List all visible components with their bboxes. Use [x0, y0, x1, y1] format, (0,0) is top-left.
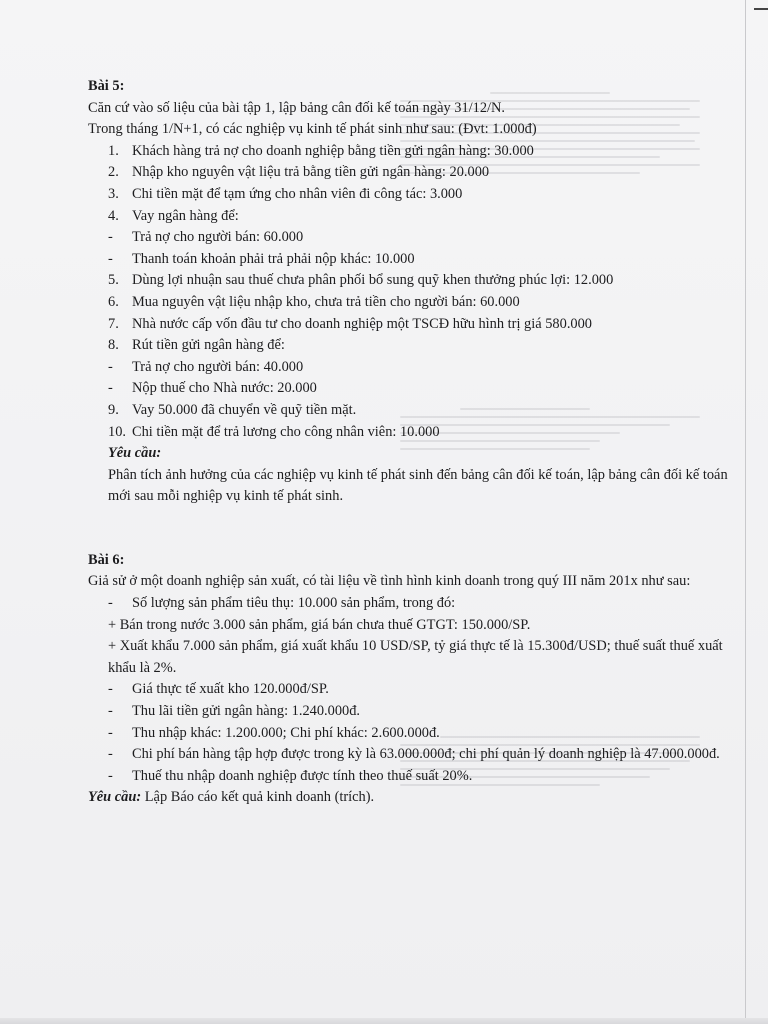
- dash-item: [88, 766, 753, 788]
- numbered-item: [88, 270, 753, 292]
- item-text: Vay 50.000 đã chuyển về quỹ tiền mặt.: [132, 401, 357, 418]
- dash-marker: -: [108, 358, 113, 375]
- dash-marker: -: [108, 380, 113, 397]
- dash-item: [88, 679, 753, 701]
- item-text: Nhập kho nguyên vật liệu trả bằng tiền gửi ngân hàng: 20.000: [132, 164, 490, 181]
- dash-marker: -: [108, 724, 113, 741]
- dash-marker: -: [108, 250, 113, 267]
- exercise-6-line-1: [88, 593, 753, 615]
- page-bottom-edge: [0, 1018, 768, 1024]
- exercise-6-intro: Giả sử ở một doanh nghiệp sản xuất, có tài liệu về tình hình kinh doanh trong quý III năm 201x như sau:: [88, 573, 691, 590]
- dash-item: [88, 701, 753, 723]
- item-text: Chi tiền mặt để tạm ứng cho nhân viên đi công tác: 3.000: [132, 185, 463, 202]
- exercise-6-requirement-label: Yêu cầu:: [88, 789, 142, 806]
- item-number: 3.: [108, 185, 119, 202]
- dash-marker: -: [108, 229, 113, 246]
- dash-marker: -: [108, 703, 113, 720]
- item-text: Rút tiền gửi ngân hàng để:: [132, 337, 285, 354]
- dash-item: [88, 744, 753, 766]
- exercise-6-export-sales: + Xuất khẩu 7.000 sản phẩm, giá xuất khẩu 10 USD/SP, tỷ giá thực tế là 15.300đ/USD; thuế suất thuế xuất khẩu là 2%.: [108, 638, 723, 676]
- dash-marker: -: [108, 595, 113, 612]
- item-number: 7.: [108, 315, 119, 332]
- dash-item: [88, 378, 753, 400]
- exercise-5-intro-1: Căn cứ vào số liệu của bài tập 1, lập bảng cân đối kế toán ngày 31/12/N.: [88, 99, 506, 116]
- item-text: Thu nhập khác: 1.200.000; Chi phí khác: 2.600.000đ.: [132, 724, 440, 741]
- item-number: 10.: [108, 423, 126, 440]
- numbered-item: [88, 141, 753, 163]
- item-text: Thu lãi tiền gửi ngân hàng: 1.240.000đ.: [132, 703, 361, 720]
- exercise-6-domestic-sales: + Bán trong nước 3.000 sản phẩm, giá bán chưa thuế GTGT: 150.000/SP.: [108, 616, 531, 633]
- exercise-6-requirement: [88, 787, 753, 809]
- exercise-6-heading: Bài 6:: [88, 551, 125, 568]
- item-text: Chi phí bán hàng tập hợp được trong kỳ là 63.000.000đ; chi phí quản lý doanh nghiệp là 47.000.000đ.: [132, 746, 720, 763]
- dash-item: [88, 227, 753, 249]
- dash-marker: -: [108, 767, 113, 784]
- dash-item: [88, 249, 753, 271]
- item-number: 1.: [108, 142, 119, 159]
- numbered-item: [88, 162, 753, 184]
- exercise-6-requirement-text: Lập Báo cáo kết quả kinh doanh (trích).: [141, 789, 375, 806]
- exercise-5-list: [88, 141, 753, 443]
- exercise-6-line-1-text: Số lượng sản phẩm tiêu thụ: 10.000 sản phẩm, trong đó:: [132, 595, 456, 612]
- item-text: Chi tiền mặt để trả lương cho công nhân viên: 10.000: [132, 423, 440, 440]
- numbered-item: [88, 335, 753, 357]
- exercise-5-requirement-text: Phân tích ảnh hưởng của các nghiệp vụ kinh tế phát sinh đến bảng cân đối kế toán, lập bảng cân đối kế toán mới sau mỗi nghiệp vụ kinh tế phát sinh.: [108, 466, 728, 505]
- item-text: Thanh toán khoản phải trả phải nộp khác: 10.000: [132, 250, 415, 267]
- numbered-item: [88, 422, 753, 444]
- item-text: Trả nợ cho người bán: 60.000: [132, 229, 304, 246]
- item-number: 4.: [108, 207, 119, 224]
- item-text: Khách hàng trả nợ cho doanh nghiệp bằng tiền gửi ngân hàng: 30.000: [132, 142, 534, 159]
- numbered-item: [88, 184, 753, 206]
- item-text: Nộp thuế cho Nhà nước: 20.000: [132, 380, 317, 397]
- dash-marker: -: [108, 746, 113, 763]
- exercise-5-requirement-label: Yêu cầu:: [108, 445, 162, 462]
- item-text: Thuế thu nhập doanh nghiệp được tính theo thuế suất 20%.: [132, 767, 473, 784]
- corner-mark: [754, 8, 768, 22]
- item-text: Giá thực tế xuất kho 120.000đ/SP.: [132, 681, 329, 698]
- item-text: Dùng lợi nhuận sau thuế chưa phân phối bổ sung quỹ khen thưởng phúc lợi: 12.000: [132, 272, 614, 289]
- item-text: Vay ngân hàng để:: [132, 207, 239, 224]
- item-number: 2.: [108, 164, 119, 181]
- item-number: 5.: [108, 272, 119, 289]
- dash-marker: -: [108, 681, 113, 698]
- item-number: 6.: [108, 293, 119, 310]
- numbered-item: [88, 400, 753, 422]
- dash-item: [88, 357, 753, 379]
- item-text: Mua nguyên vật liệu nhập kho, chưa trả tiền cho người bán: 60.000: [132, 293, 520, 310]
- document-content: [88, 76, 753, 809]
- dash-item: [88, 723, 753, 745]
- exercise-5-heading: Bài 5:: [88, 78, 125, 94]
- numbered-item: [88, 314, 753, 336]
- numbered-item: [88, 292, 753, 314]
- item-number: 9.: [108, 401, 119, 418]
- exercise-6-dash-list: [88, 679, 753, 787]
- item-text: Trả nợ cho người bán: 40.000: [132, 358, 304, 375]
- item-text: Nhà nước cấp vốn đầu tư cho doanh nghiệp một TSCĐ hữu hình trị giá 580.000: [132, 315, 593, 332]
- numbered-item: [88, 206, 753, 228]
- exercise-5-intro-2: Trong tháng 1/N+1, có các nghiệp vụ kinh tế phát sinh như sau: (Đvt: 1.000đ): [88, 121, 537, 138]
- item-number: 8.: [108, 337, 119, 354]
